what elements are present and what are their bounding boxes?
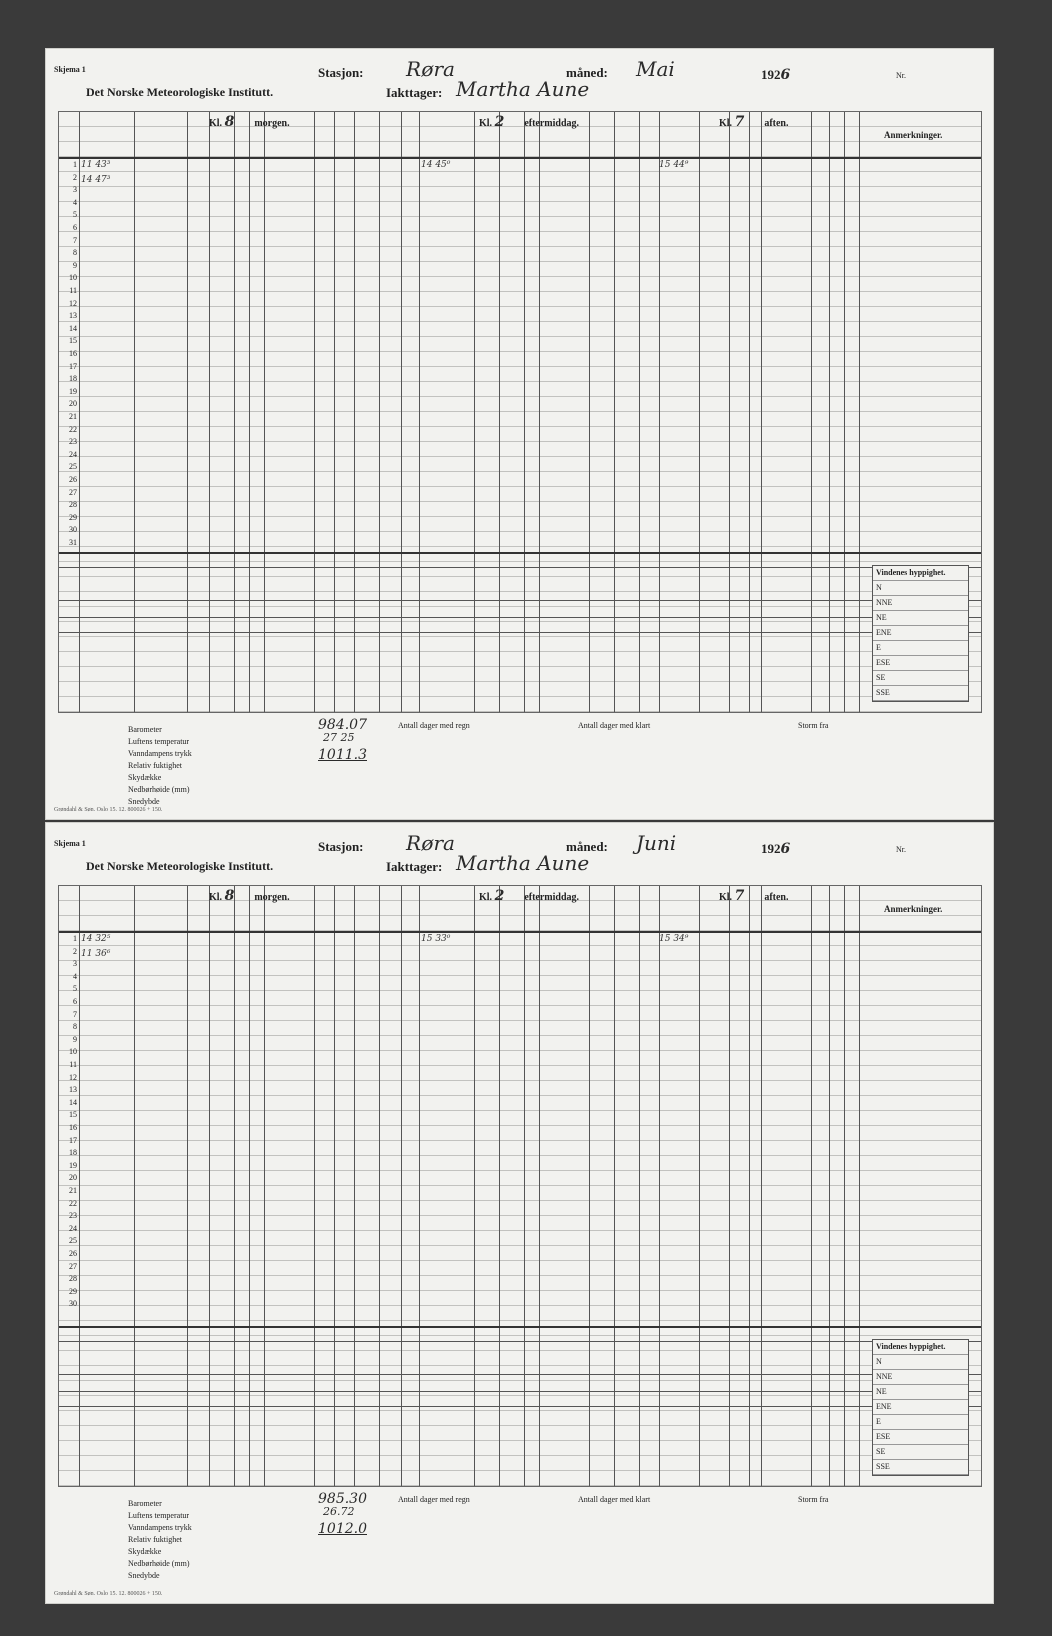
day-number: 27 [69, 487, 77, 497]
sample-cell: 15 34⁹ [659, 934, 689, 944]
day-number: 5 [73, 984, 77, 994]
day-number: 10 [69, 273, 77, 283]
day-number: 15 [69, 1110, 77, 1120]
wind-freq-title: Vindenes hyppighet. [873, 1340, 968, 1355]
day-number: 2 [73, 172, 77, 182]
month-label: måned: [566, 65, 608, 80]
day-number: 28 [69, 1274, 77, 1284]
wind-row: E [873, 1415, 968, 1430]
wind-row: ENE [873, 626, 968, 641]
nr-label: Nr. [896, 71, 906, 80]
form-number: Skjema 1 [54, 65, 86, 74]
station-label: Stasjon: [318, 65, 364, 80]
footer-storm: Storm fra [798, 1495, 829, 1504]
handwritten-total: 1011.3 [318, 747, 367, 763]
evening-band: Kl. 7 aften. [719, 888, 789, 904]
day-number: 27 [69, 1261, 77, 1271]
wind-row: ESE [873, 1430, 968, 1445]
wind-row: SSE [873, 1460, 968, 1475]
day-number: 17 [69, 1135, 77, 1145]
day-number: 8 [73, 248, 77, 258]
observer-label: Iakttager: [386, 859, 443, 874]
day-number: 16 [69, 349, 77, 358]
wind-row: SE [873, 1445, 968, 1460]
day-number: 4 [73, 971, 77, 981]
footer-cloud: Skydække [128, 773, 162, 782]
wind-freq-title: Vindenes hyppighet. [873, 566, 968, 581]
footer-air-temp: Luftens temperatur [128, 737, 190, 746]
handwritten-sample: 27 25 [323, 731, 355, 744]
day-number: 6 [73, 997, 77, 1006]
handwritten-total: 1012.0 [318, 1521, 367, 1537]
sample-cell: 11 43³ [81, 160, 111, 170]
evening-band: Kl. 7 aften. [719, 114, 789, 130]
wind-frequency-table [872, 565, 969, 702]
day-number: 8 [73, 1022, 77, 1032]
footer-storm: Storm fra [798, 721, 829, 730]
sample-cell: 14 47³ [81, 175, 111, 185]
wind-row: NE [873, 611, 968, 626]
wind-row: E [873, 641, 968, 656]
wind-row: N [873, 581, 968, 596]
day-number: 4 [73, 197, 77, 207]
footer-rain-days: Antall dager med regn [398, 1495, 470, 1504]
day-number: 6 [73, 223, 77, 232]
institute-name: Det Norske Meteorologiske Institutt. [86, 859, 274, 873]
handwritten-sample: 984.07 [318, 717, 367, 733]
day-number: 9 [73, 260, 77, 270]
year-label: 1926 [761, 841, 791, 857]
sample-cell: 14 32⁵ [81, 934, 111, 944]
print-note: Grøndahl & Søn. Oslo 15. 12. 800026 + 150. [54, 1591, 163, 1597]
station-value: Røra [406, 831, 455, 855]
month-value: Juni [636, 831, 677, 855]
day-number: 22 [69, 424, 77, 434]
wind-row: N [873, 1355, 968, 1370]
institute-name: Det Norske Meteorologiske Institutt. [86, 85, 274, 99]
observer-value: Martha Aune [456, 851, 590, 875]
wind-row: NNE [873, 596, 968, 611]
footer-cloud: Skydække [128, 1547, 162, 1556]
footer-precip: Nedbørhøide (mm) [128, 1559, 190, 1568]
day-number: 3 [73, 959, 77, 969]
form-sheet-may [45, 48, 994, 820]
day-number: 13 [69, 1085, 77, 1095]
footer-humidity: Relativ fuktighet [128, 1535, 182, 1544]
day-number: 23 [69, 1211, 77, 1221]
afternoon-band: Kl. 2 eftermiddag. [479, 888, 580, 904]
footer-snow: Snedybde [128, 797, 160, 806]
sample-cell: 15 33⁰ [421, 934, 451, 944]
footer-air-temp: Luftens temperatur [128, 1511, 190, 1520]
day-number: 18 [69, 374, 77, 384]
wind-row: SE [873, 671, 968, 686]
day-number: 10 [69, 1047, 77, 1057]
day-number: 23 [69, 437, 77, 447]
footer-clear-days: Antall dager med klart [578, 1495, 651, 1504]
form-sheet-june [45, 822, 994, 1604]
form-number: Skjema 1 [54, 839, 86, 848]
print-note: Grøndahl & Søn. Oslo 15. 12. 800026 + 150. [54, 807, 163, 813]
day-number: 12 [69, 298, 77, 308]
sample-cell: 11 36⁶ [81, 949, 111, 959]
wind-row: SSE [873, 686, 968, 701]
day-number: 19 [69, 386, 77, 396]
summary-footer [58, 1491, 980, 1586]
day-number: 20 [69, 1173, 77, 1183]
footer-rain-days: Antall dager med regn [398, 721, 470, 730]
wind-frequency-table [872, 1339, 969, 1476]
day-number: 30 [69, 1299, 77, 1309]
day-number: 28 [69, 500, 77, 510]
footer-snow: Snedybde [128, 1571, 160, 1580]
sample-cell: 14 45⁰ [421, 160, 451, 170]
day-number: 25 [69, 462, 77, 472]
station-value: Røra [406, 57, 455, 81]
day-number: 14 [69, 323, 77, 333]
day-number: 24 [69, 449, 77, 459]
month-value: Mai [636, 57, 675, 81]
day-number: 21 [69, 412, 77, 421]
handwritten-sample: 985.30 [318, 1491, 367, 1507]
day-number: 15 [69, 336, 77, 346]
day-number: 16 [69, 1123, 77, 1132]
day-number: 22 [69, 1198, 77, 1208]
observation-table [58, 885, 982, 1487]
day-number: 3 [73, 185, 77, 195]
nr-label: Nr. [896, 845, 906, 854]
day-number: 25 [69, 1236, 77, 1246]
wind-row: ESE [873, 656, 968, 671]
day-number: 26 [69, 475, 77, 484]
morning-band: Kl. 8 morgen. [209, 888, 290, 904]
day-number: 11 [69, 1060, 77, 1069]
day-number: 13 [69, 311, 77, 321]
day-number: 2 [73, 946, 77, 956]
footer-precip: Nedbørhøide (mm) [128, 785, 190, 794]
day-number: 30 [69, 525, 77, 535]
sample-cell: 15 44⁹ [659, 160, 689, 170]
day-number: 29 [69, 512, 77, 522]
day-number: 21 [69, 1186, 77, 1195]
wind-row: NE [873, 1385, 968, 1400]
day-number: 9 [73, 1034, 77, 1044]
observer-value: Martha Aune [456, 77, 590, 101]
footer-vapour: Vanndampens trykk [128, 749, 192, 758]
day-number: 24 [69, 1223, 77, 1233]
day-number: 17 [69, 361, 77, 371]
day-number: 1 [73, 934, 77, 943]
day-number: 26 [69, 1249, 77, 1258]
day-number: 18 [69, 1148, 77, 1158]
handwritten-sample: 26.72 [323, 1505, 355, 1518]
notes-header: Anmerkninger. [884, 130, 943, 140]
day-number: 14 [69, 1097, 77, 1107]
footer-barometer: Barometer [128, 1499, 162, 1508]
year-label: 1926 [761, 67, 791, 83]
day-number: 12 [69, 1072, 77, 1082]
wind-row: ENE [873, 1400, 968, 1415]
footer-vapour: Vanndampens trykk [128, 1523, 192, 1532]
observation-table [58, 111, 982, 713]
day-number: 7 [73, 235, 77, 245]
day-number: 1 [73, 160, 77, 169]
footer-barometer: Barometer [128, 725, 162, 734]
day-number: 11 [69, 286, 77, 295]
day-number: 7 [73, 1009, 77, 1019]
morning-band: Kl. 8 morgen. [209, 114, 290, 130]
station-label: Stasjon: [318, 839, 364, 854]
wind-row: NNE [873, 1370, 968, 1385]
day-number: 29 [69, 1286, 77, 1296]
notes-header: Anmerkninger. [884, 904, 943, 914]
observer-label: Iakttager: [386, 85, 443, 100]
day-number: 31 [69, 538, 77, 547]
summary-footer [58, 717, 980, 812]
footer-clear-days: Antall dager med klart [578, 721, 651, 730]
day-number: 19 [69, 1160, 77, 1170]
day-number: 5 [73, 210, 77, 220]
footer-humidity: Relativ fuktighet [128, 761, 182, 770]
day-number: 20 [69, 399, 77, 409]
afternoon-band: Kl. 2 eftermiddag. [479, 114, 580, 130]
month-label: måned: [566, 839, 608, 854]
